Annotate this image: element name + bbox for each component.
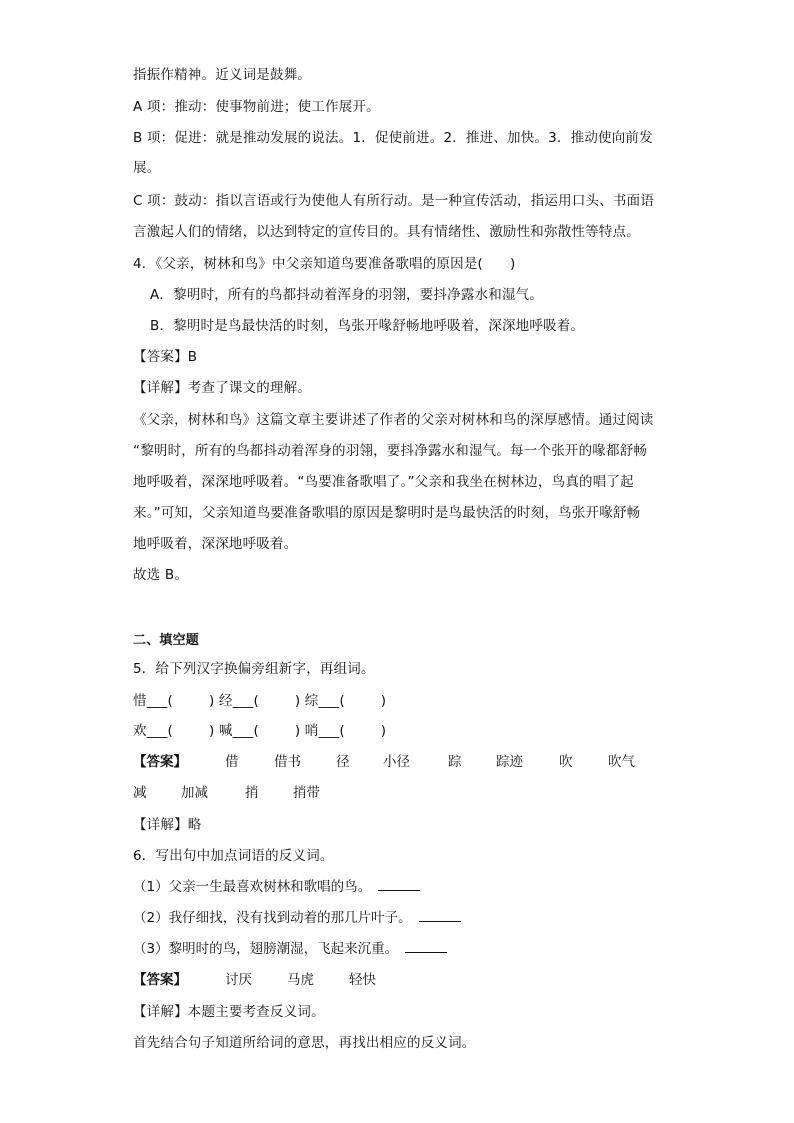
text-line: 地呼吸着，深深地呼吸着。 <box>133 536 298 552</box>
sub-question-text: （1）父亲一生最喜欢树林和歌唱的鸟。 <box>133 879 372 895</box>
question-6: 6．写出句中加点词语的反义词。 <box>133 848 334 864</box>
text-line: 首先结合句子知道所给词的意思，再找出相应的反义词。 <box>133 1035 476 1051</box>
answer-word: 小径 <box>383 754 410 770</box>
sub-question-2 <box>133 909 461 927</box>
question-4: 4．《父亲，树林和鸟》中父亲知道鸟要准备歌唱的原因是( ) <box>133 256 516 272</box>
text-line: B 项：促进：就是推动发展的说法。1．促使前进。2．推进、加快。3．推动使向前发 <box>133 130 653 146</box>
answer-label: 【答案】 <box>133 972 187 988</box>
answer-word: 踪 <box>448 754 462 770</box>
answer-word: 径 <box>336 754 350 770</box>
text-line: C 项：鼓动：指以言语或行为使他人有所行动。是一种宣传活动，指运用口头、书面语 <box>133 193 655 209</box>
answer-word: 捎带 <box>293 785 320 801</box>
answer-label: 【答案】 <box>133 754 187 770</box>
fill-row: 惜___( ) 经___( ) 综___( ) <box>133 693 387 709</box>
text-line: 《父亲，树林和鸟》这篇文章主要讲述了作者的父亲对树林和鸟的深厚感情。通过阅读 <box>133 412 654 428</box>
text-line: 地呼吸着，深深地呼吸着。“鸟要准备歌唱了。”父亲和我坐在树林边，鸟真的唱了起 <box>133 474 634 490</box>
text-line: 展。 <box>133 160 161 176</box>
sub-question-3 <box>133 940 447 958</box>
answer-word: 吹 <box>559 754 573 770</box>
answer-word: 加减 <box>181 785 208 801</box>
answer-word: 捎 <box>245 785 259 801</box>
answer-word: 踪迹 <box>496 754 523 770</box>
text-line: A 项：推动：使事物前进；使工作展开。 <box>133 99 380 115</box>
fill-row: 欢___( ) 喊___( ) 哨___( ) <box>133 723 387 739</box>
answer-blank[interactable] <box>419 909 461 922</box>
text-line: 指振作精神。近义词是鼓舞。 <box>133 67 312 83</box>
explanation-line: 【详解】考查了课文的理解。 <box>133 380 312 396</box>
answer-word: 轻快 <box>349 972 376 988</box>
answer-blank[interactable] <box>405 940 447 953</box>
answer-word: 吹气 <box>608 754 635 770</box>
answer-line: 【答案】B <box>133 349 198 365</box>
option-b: B．黎明时是鸟最快活的时刻，鸟张开喙舒畅地呼吸着，深深地呼吸着。 <box>150 318 585 334</box>
text-line: 故选 B。 <box>133 567 189 583</box>
text-line: 言激起人们的情绪，以达到特定的宣传目的。具有情绪性、激励性和弥散性等特点。 <box>133 224 640 240</box>
sub-question-1 <box>133 878 420 896</box>
answer-word: 讨厌 <box>225 972 252 988</box>
option-a: A．黎明时，所有的鸟都抖动着浑身的羽翎，要抖净露水和湿气。 <box>150 287 544 303</box>
answer-word: 借 <box>225 754 239 770</box>
answer-word: 减 <box>133 785 147 801</box>
answer-word: 借书 <box>274 754 301 770</box>
question-5: 5．给下列汉字换偏旁组新字，再组词。 <box>133 661 375 677</box>
section-heading: 二、填空题 <box>133 633 200 648</box>
sub-question-text: （2）我仔细找，没有找到动着的那几片叶子。 <box>133 910 412 926</box>
explanation-line: 【详解】本题主要考查反义词。 <box>133 1004 325 1020</box>
text-line: 来。”可知，父亲知道鸟要准备歌唱的原因是黎明时是鸟最快活的时刻，鸟张开喙舒畅 <box>133 505 641 521</box>
explanation-line: 【详解】略 <box>133 817 202 833</box>
answer-word: 马虎 <box>287 972 314 988</box>
answer-blank[interactable] <box>378 878 420 891</box>
sub-question-text: （3）黎明时的鸟，翅膀潮湿，飞起来沉重。 <box>133 941 399 957</box>
text-line: “黎明时，所有的鸟都抖动着浑身的羽翎，要抖净露水和湿气。每一个张开的喙都舒畅 <box>133 443 648 459</box>
